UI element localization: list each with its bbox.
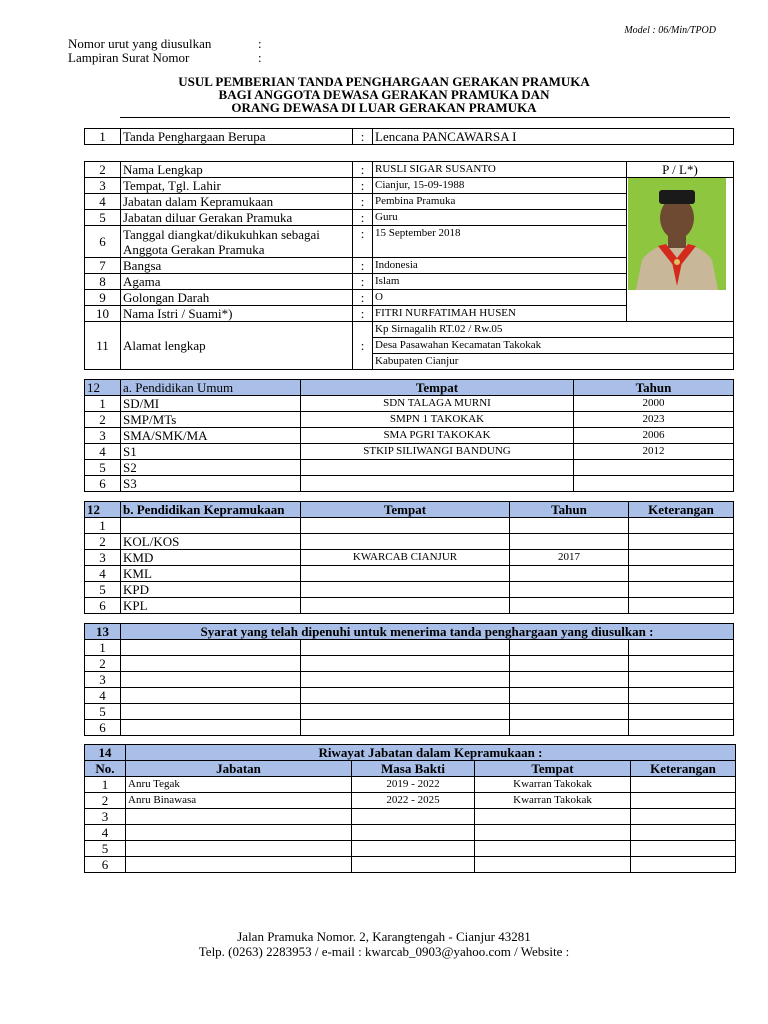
column-header-note: Keterangan	[631, 761, 736, 777]
requirements-table	[84, 623, 734, 736]
field-value: 15 September 2018	[373, 226, 627, 258]
empty-cell	[629, 720, 734, 736]
education-place	[301, 460, 574, 476]
colon: :	[353, 306, 373, 322]
course-year: 2017	[510, 550, 629, 566]
field-label: Bangsa	[121, 258, 353, 274]
row-number: 2	[85, 412, 121, 428]
field-value: Cianjur, 15-09-1988	[373, 178, 627, 194]
row-number: 6	[85, 857, 126, 873]
field-label	[121, 226, 353, 258]
empty-cell	[121, 672, 301, 688]
table-header-row	[85, 380, 734, 396]
position-name: Anru Binawasa	[126, 793, 352, 809]
education-year: 2000	[574, 396, 734, 412]
position-note	[631, 857, 736, 873]
course-level: KPL	[121, 598, 301, 614]
row-number: 8	[85, 274, 121, 290]
field-value: Pembina Pramuka	[373, 194, 627, 210]
row-number: 5	[85, 704, 121, 720]
row-number: 5	[85, 582, 121, 598]
position-period: 2022 - 2025	[352, 793, 475, 809]
empty-cell	[510, 688, 629, 704]
empty-cell	[121, 704, 301, 720]
address-line: Kp Sirnagalih RT.02 / Rw.05	[373, 322, 734, 338]
course-note	[629, 518, 734, 534]
table-row	[85, 777, 736, 793]
column-header-place: Tempat	[301, 380, 574, 396]
table-row	[85, 720, 734, 736]
identity-row	[85, 306, 734, 322]
table-row	[85, 444, 734, 460]
header-label: Nomor urut yang diusulkan	[68, 36, 212, 51]
row-number: 6	[85, 476, 121, 492]
row-number: 2	[85, 534, 121, 550]
table-row	[85, 704, 734, 720]
empty-cell	[510, 640, 629, 656]
course-note	[629, 582, 734, 598]
education-level: S2	[121, 460, 301, 476]
column-header-position: Jabatan	[126, 761, 352, 777]
education-level: SMP/MTs	[121, 412, 301, 428]
empty-cell	[629, 672, 734, 688]
row-number: 4	[85, 444, 121, 460]
field-value: Indonesia	[373, 258, 627, 274]
course-level	[121, 518, 301, 534]
table-row	[85, 412, 734, 428]
course-note	[629, 598, 734, 614]
course-place	[301, 582, 510, 598]
colon: :	[353, 210, 373, 226]
column-header-year: Tahun	[574, 380, 734, 396]
empty-cell	[121, 640, 301, 656]
education-year: 2012	[574, 444, 734, 460]
position-note	[631, 777, 736, 793]
table-header-row	[85, 624, 734, 640]
section-number: 13	[85, 624, 121, 640]
colon: :	[353, 194, 373, 210]
header-nomor-urut	[68, 37, 211, 51]
model-code: Model : 06/Min/TPOD	[624, 25, 716, 36]
position-history-table	[84, 744, 736, 873]
education-year: 2023	[574, 412, 734, 428]
footer-address: Jalan Pramuka Nomor. 2, Karangtengah - Cianjur 43281	[237, 929, 531, 944]
course-level: KML	[121, 566, 301, 582]
table-row	[85, 841, 736, 857]
education-year	[574, 460, 734, 476]
position-period	[352, 857, 475, 873]
empty-cell	[301, 720, 510, 736]
empty-cell	[301, 704, 510, 720]
row-number: 6	[85, 226, 121, 258]
position-name	[126, 809, 352, 825]
row-number: 1	[85, 640, 121, 656]
section-title: Riwayat Jabatan dalam Kepramukaan :	[126, 745, 736, 761]
section-title: a. Pendidikan Umum	[121, 380, 301, 396]
table-row	[85, 825, 736, 841]
position-place	[475, 825, 631, 841]
course-place: KWARCAB CIANJUR	[301, 550, 510, 566]
education-place: SDN TALAGA MURNI	[301, 396, 574, 412]
table-row	[85, 793, 736, 809]
column-header-place: Tempat	[475, 761, 631, 777]
gender-option: P / L*)	[627, 162, 734, 178]
colon: :	[353, 290, 373, 306]
course-level: KPD	[121, 582, 301, 598]
empty-cell	[629, 640, 734, 656]
award-table	[84, 128, 734, 145]
empty-cell	[301, 672, 510, 688]
empty-cell	[629, 656, 734, 672]
row-number: 2	[85, 162, 121, 178]
position-place	[475, 809, 631, 825]
row-number: 11	[85, 322, 121, 370]
position-note	[631, 809, 736, 825]
education-place: STKIP SILIWANGI BANDUNG	[301, 444, 574, 460]
education-level: S1	[121, 444, 301, 460]
table-header-row	[85, 502, 734, 518]
header-lampiran	[68, 51, 189, 65]
section-number: 12	[85, 380, 121, 396]
course-year	[510, 518, 629, 534]
column-header-place: Tempat	[301, 502, 510, 518]
position-period: 2019 - 2022	[352, 777, 475, 793]
table-row	[85, 688, 734, 704]
header-colon: :	[258, 50, 262, 65]
colon: :	[353, 258, 373, 274]
empty-cell	[510, 720, 629, 736]
empty-cell	[629, 688, 734, 704]
course-year	[510, 598, 629, 614]
empty-cell	[510, 704, 629, 720]
colon: :	[353, 322, 373, 370]
row-number: 1	[85, 396, 121, 412]
position-period	[352, 825, 475, 841]
form-title-line-1: USUL PEMBERIAN TANDA PENGHARGAAN GERAKAN PRAMUKA	[178, 74, 590, 89]
field-value: FITRI NURFATIMAH HUSEN	[373, 306, 734, 322]
empty-cell	[301, 656, 510, 672]
empty-cell	[301, 688, 510, 704]
education-place: SMA PGRI TAKOKAK	[301, 428, 574, 444]
row-number: 6	[85, 720, 121, 736]
identity-row	[85, 162, 734, 178]
section-title: b. Pendidikan Kepramukaan	[121, 502, 301, 518]
position-name: Anru Tegak	[126, 777, 352, 793]
course-place	[301, 598, 510, 614]
position-place	[475, 857, 631, 873]
table-row	[85, 640, 734, 656]
course-note	[629, 550, 734, 566]
column-header-period: Masa Bakti	[352, 761, 475, 777]
table-row	[85, 809, 736, 825]
scout-education-table	[84, 501, 734, 614]
colon: :	[353, 226, 373, 258]
person-photo-icon	[628, 178, 726, 290]
row-number: 3	[85, 428, 121, 444]
section-number: 14	[85, 745, 126, 761]
field-label-line: Anggota Gerakan Pramuka	[123, 241, 265, 257]
field-value: RUSLI SIGAR SUSANTO	[373, 162, 627, 178]
field-label-line: Tanggal diangkat/dikukuhkan sebagai	[123, 226, 320, 242]
empty-cell	[510, 656, 629, 672]
field-label: Jabatan dalam Kepramukaan	[121, 194, 353, 210]
position-note	[631, 825, 736, 841]
field-label: Agama	[121, 274, 353, 290]
empty-cell	[301, 640, 510, 656]
footer-contact: Telp. (0263) 2283953 / e-mail : kwarcab_0903@yahoo.com / Website :	[198, 944, 570, 959]
table-header-row	[85, 761, 736, 777]
row-number: 1	[85, 777, 126, 793]
row-number: 3	[85, 672, 121, 688]
course-place	[301, 518, 510, 534]
education-year: 2006	[574, 428, 734, 444]
form-title-line-2: BAGI ANGGOTA DEWASA GERAKAN PRAMUKA DAN	[218, 87, 550, 102]
course-year	[510, 566, 629, 582]
position-period	[352, 809, 475, 825]
position-note	[631, 793, 736, 809]
field-value: Guru	[373, 210, 627, 226]
position-note	[631, 841, 736, 857]
colon: :	[353, 274, 373, 290]
header-colon: :	[258, 36, 262, 51]
table-header-row	[85, 745, 736, 761]
position-name	[126, 857, 352, 873]
empty-cell	[629, 704, 734, 720]
award-label: Tanda Penghargaan Berupa	[121, 129, 353, 145]
address-row	[85, 322, 734, 338]
field-label: Nama Lengkap	[121, 162, 353, 178]
colon: :	[353, 178, 373, 194]
row-number: 2	[85, 656, 121, 672]
table-row	[85, 857, 736, 873]
table-row	[85, 476, 734, 492]
course-year	[510, 582, 629, 598]
empty-cell	[121, 720, 301, 736]
field-label: Golongan Darah	[121, 290, 353, 306]
row-number: 1	[85, 129, 121, 145]
row-number: 5	[85, 210, 121, 226]
course-level: KOL/KOS	[121, 534, 301, 550]
row-number: 1	[85, 518, 121, 534]
course-note	[629, 534, 734, 550]
award-value: Lencana PANCAWARSA I	[373, 129, 734, 145]
position-name	[126, 841, 352, 857]
column-header-year: Tahun	[510, 502, 629, 518]
header-label: Lampiran Surat Nomor	[68, 50, 190, 65]
address-line: Desa Pasawahan Kecamatan Takokak	[373, 338, 734, 354]
colon: :	[353, 129, 373, 145]
table-row	[85, 598, 734, 614]
address-line: Kabupaten Cianjur	[373, 354, 734, 370]
row-number: 4	[85, 688, 121, 704]
field-label: Tempat, Tgl. Lahir	[121, 178, 353, 194]
row-number: 2	[85, 793, 126, 809]
empty-cell	[121, 656, 301, 672]
table-row	[85, 428, 734, 444]
row-number: 4	[85, 566, 121, 582]
field-value: Islam	[373, 274, 627, 290]
row-number: 6	[85, 598, 121, 614]
row-number: 3	[85, 178, 121, 194]
position-place: Kwarran Takokak	[475, 777, 631, 793]
award-row	[85, 129, 734, 145]
row-number: 5	[85, 841, 126, 857]
table-row	[85, 518, 734, 534]
general-education-table	[84, 379, 734, 492]
row-number: 4	[85, 825, 126, 841]
course-note	[629, 566, 734, 582]
position-place: Kwarran Takokak	[475, 793, 631, 809]
education-level: SD/MI	[121, 396, 301, 412]
row-number: 7	[85, 258, 121, 274]
field-label: Alamat lengkap	[121, 322, 353, 370]
empty-cell	[510, 672, 629, 688]
table-row	[85, 460, 734, 476]
education-level: SMA/SMK/MA	[121, 428, 301, 444]
course-year	[510, 534, 629, 550]
empty-cell	[121, 688, 301, 704]
field-value: O	[373, 290, 627, 306]
row-number: 4	[85, 194, 121, 210]
education-year	[574, 476, 734, 492]
table-row	[85, 672, 734, 688]
row-number: 9	[85, 290, 121, 306]
position-period	[352, 841, 475, 857]
section-title: Syarat yang telah dipenuhi untuk menerima tanda penghargaan yang diusulkan :	[121, 624, 734, 640]
course-level: KMD	[121, 550, 301, 566]
position-place	[475, 841, 631, 857]
position-name	[126, 825, 352, 841]
row-number: 10	[85, 306, 121, 322]
colon: :	[353, 162, 373, 178]
table-row	[85, 582, 734, 598]
applicant-photo	[628, 178, 726, 290]
row-number: 3	[85, 809, 126, 825]
table-row	[85, 566, 734, 582]
field-label: Nama Istri / Suami*)	[121, 306, 353, 322]
table-row	[85, 550, 734, 566]
row-number: 3	[85, 550, 121, 566]
education-place: SMPN 1 TAKOKAK	[301, 412, 574, 428]
course-place	[301, 566, 510, 582]
field-label: Jabatan diluar Gerakan Pramuka	[121, 210, 353, 226]
education-level: S3	[121, 476, 301, 492]
table-row	[85, 656, 734, 672]
column-header-no: No.	[85, 761, 126, 777]
section-number: 12	[85, 502, 121, 518]
table-row	[85, 534, 734, 550]
education-place	[301, 476, 574, 492]
form-title-line-3: ORANG DEWASA DI LUAR GERAKAN PRAMUKA	[231, 100, 537, 115]
course-place	[301, 534, 510, 550]
column-header-note: Keterangan	[629, 502, 734, 518]
table-row	[85, 396, 734, 412]
row-number: 5	[85, 460, 121, 476]
title-underline	[120, 117, 730, 118]
